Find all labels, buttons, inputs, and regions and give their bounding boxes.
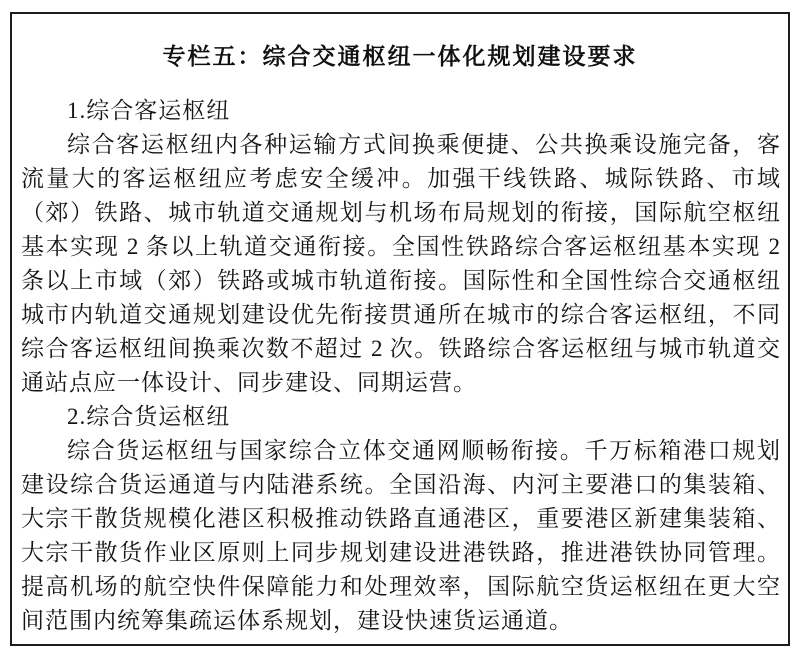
text-line: 城市内轨道交通规划建设优先衔接贯通所在城市的综合客运枢纽，不同 — [21, 302, 780, 327]
text-line: 条以上市域（郊）铁路或城市轨道衔接。国际性和全国性综合交通枢纽 — [21, 268, 780, 293]
text-line: 综合货运枢纽与国家综合立体交通网顺畅衔接。千万标箱港口规划 — [67, 438, 780, 463]
text-line: 建设综合货运通道与内陆港系统。全国沿海、内河主要港口的集装箱、 — [21, 472, 780, 497]
text-line: 综合客运枢纽内各种运输方式间换乘便捷、公共换乘设施完备，客 — [67, 132, 780, 157]
text-line: 提高机场的航空快件保障能力和处理效率，国际航空货运枢纽在更大空 — [21, 574, 780, 599]
section-heading: 2.综合货运枢纽 — [67, 404, 231, 429]
text-line: 综合客运枢纽间换乘次数不超过 2 次。铁路综合客运枢纽与城市轨道交 — [21, 336, 780, 361]
text-line: 流量大的客运枢纽应考虑安全缓冲。加强干线铁路、城际铁路、市域 — [21, 166, 780, 191]
text-line: （郊）铁路、城市轨道交通规划与机场布局规划的衔接，国际航空枢纽 — [21, 200, 780, 225]
text-line: 间范围内统筹集疏运体系规划，建设快速货运通道。 — [21, 608, 573, 633]
box-title: 专栏五：综合交通枢纽一体化规划建设要求 — [162, 43, 638, 69]
box-content — [12, 94, 788, 638]
text-line: 大宗干散货作业区原则上同步规划建设进港铁路，推进港铁协同管理。 — [21, 540, 780, 565]
text-line: 大宗干散货规模化港区积极推动铁路直通港区，重要港区新建集装箱、 — [21, 506, 780, 531]
text-line: 通站点应一体设计、同步建设、同期运营。 — [21, 370, 477, 395]
text-line: 基本实现 2 条以上轨道交通衔接。全国性铁路综合客运枢纽基本实现 2 — [21, 234, 780, 259]
policy-box — [10, 12, 790, 646]
section-heading: 1.综合客运枢纽 — [67, 98, 231, 123]
